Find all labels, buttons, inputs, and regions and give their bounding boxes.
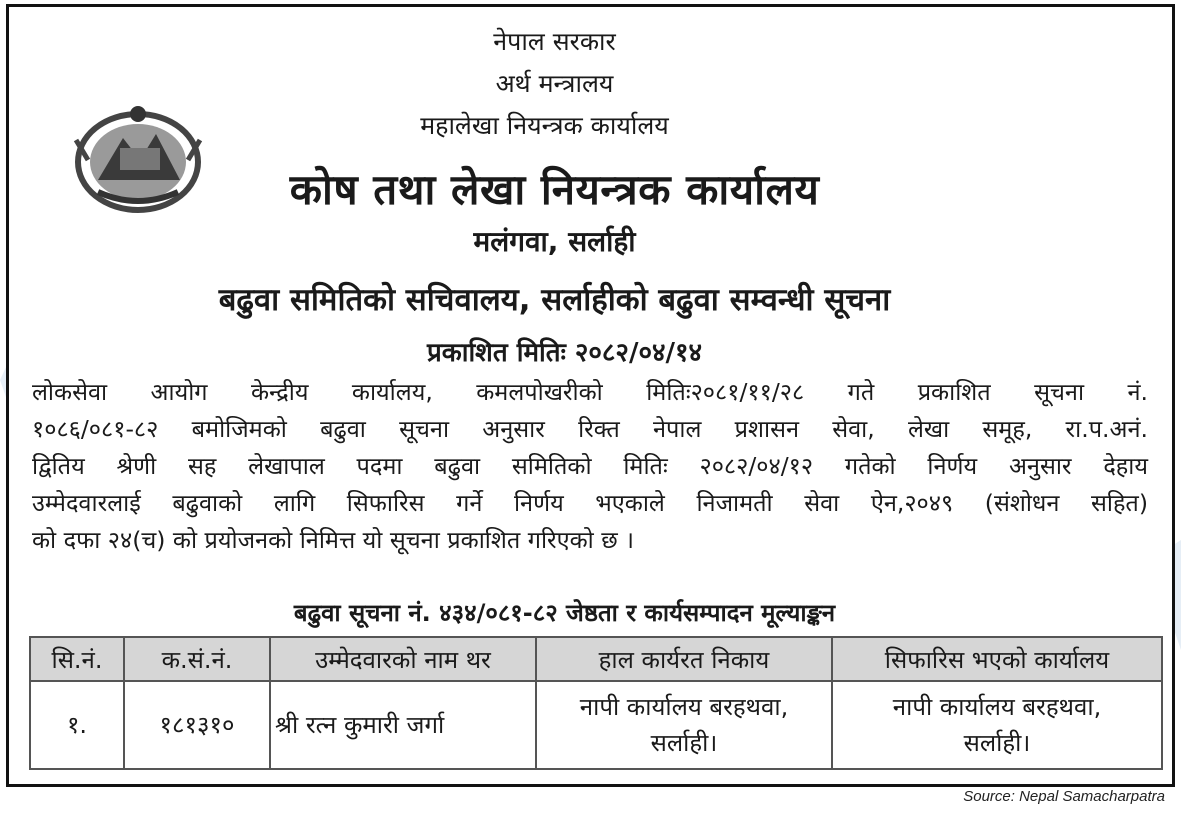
current-office-line: नापी कार्यालय बरहथवा, [579, 693, 789, 721]
notice-body [32, 374, 1148, 559]
cell-recommended-office [832, 681, 1162, 769]
body-line: लोकसेवा आयोग केन्द्रीय कार्यालय, कमलपोखरीको मितिः२०८१/११/२८ गते प्रकाशित सूचना नं. [32, 378, 1148, 406]
promotion-table [29, 636, 1163, 770]
column-header-recommended-office: सिफारिस भएको कार्यालय [832, 637, 1162, 681]
body-line: १०८६/०८१-८२ बमोजिमको बढुवा सूचना अनुसार रिक्त नेपाल प्रशासन सेवा, लेखा समूह, रा.प.अनं. [32, 415, 1148, 443]
location-line: मलंगवा, सर्लाही [473, 225, 636, 258]
notice-subject: बढुवा समितिको सचिवालय, सर्लाहीको बढुवा सम्वन्धी सूचना [218, 282, 891, 318]
office-line: महालेखा नियन्त्रक कार्यालय [420, 111, 669, 140]
body-line: को दफा २४(च) को प्रयोजनको निमित्त यो सूचना प्रकाशित गरिएको छ । [32, 526, 635, 554]
recommended-office-line: नापी कार्यालय बरहथवा, [892, 693, 1102, 721]
column-header-code: क.सं.नं. [124, 637, 270, 681]
column-header-sn: सि.नं. [30, 637, 124, 681]
government-line: नेपाल सरकार [493, 27, 616, 56]
source-credit: Source: Nepal Samacharpatra [963, 788, 1165, 805]
cell-code: १८१३१० [124, 681, 270, 769]
cell-sn: १. [30, 681, 124, 769]
cell-current-office [536, 681, 832, 769]
page-title: कोष तथा लेखा नियन्त्रक कार्यालय [289, 165, 820, 214]
table-header-row [30, 637, 1162, 681]
column-header-current-office: हाल कार्यरत निकाय [536, 637, 832, 681]
table-row [30, 681, 1162, 769]
published-date: प्रकाशित मितिः २०८२/०४/१४ [426, 338, 703, 368]
body-line: उम्मेदवारलाई बढुवाको लागि सिफारिस गर्ने निर्णय भएकाले निजामती सेवा ऐन,२०४९ (संशोधन सहित) [32, 489, 1148, 517]
notice-number-heading: बढुवा सूचना नं. ४३४/०८१-८२ जेष्ठता र कार्यसम्पादन मूल्याङ्कन [293, 599, 836, 627]
column-header-name: उम्मेदवारको नाम थर [270, 637, 536, 681]
body-line: द्वितिय श्रेणी सह लेखापाल पदमा बढुवा समितिको मितिः २०८२/०४/१२ गतेको निर्णय अनुसार देहाय [32, 452, 1148, 480]
current-office-line: सर्लाही। [650, 729, 718, 757]
recommended-office-line: सर्लाही। [963, 729, 1031, 757]
cell-name: श्री रत्न कुमारी जर्गा [270, 681, 536, 769]
ministry-line: अर्थ मन्त्रालय [495, 69, 614, 98]
